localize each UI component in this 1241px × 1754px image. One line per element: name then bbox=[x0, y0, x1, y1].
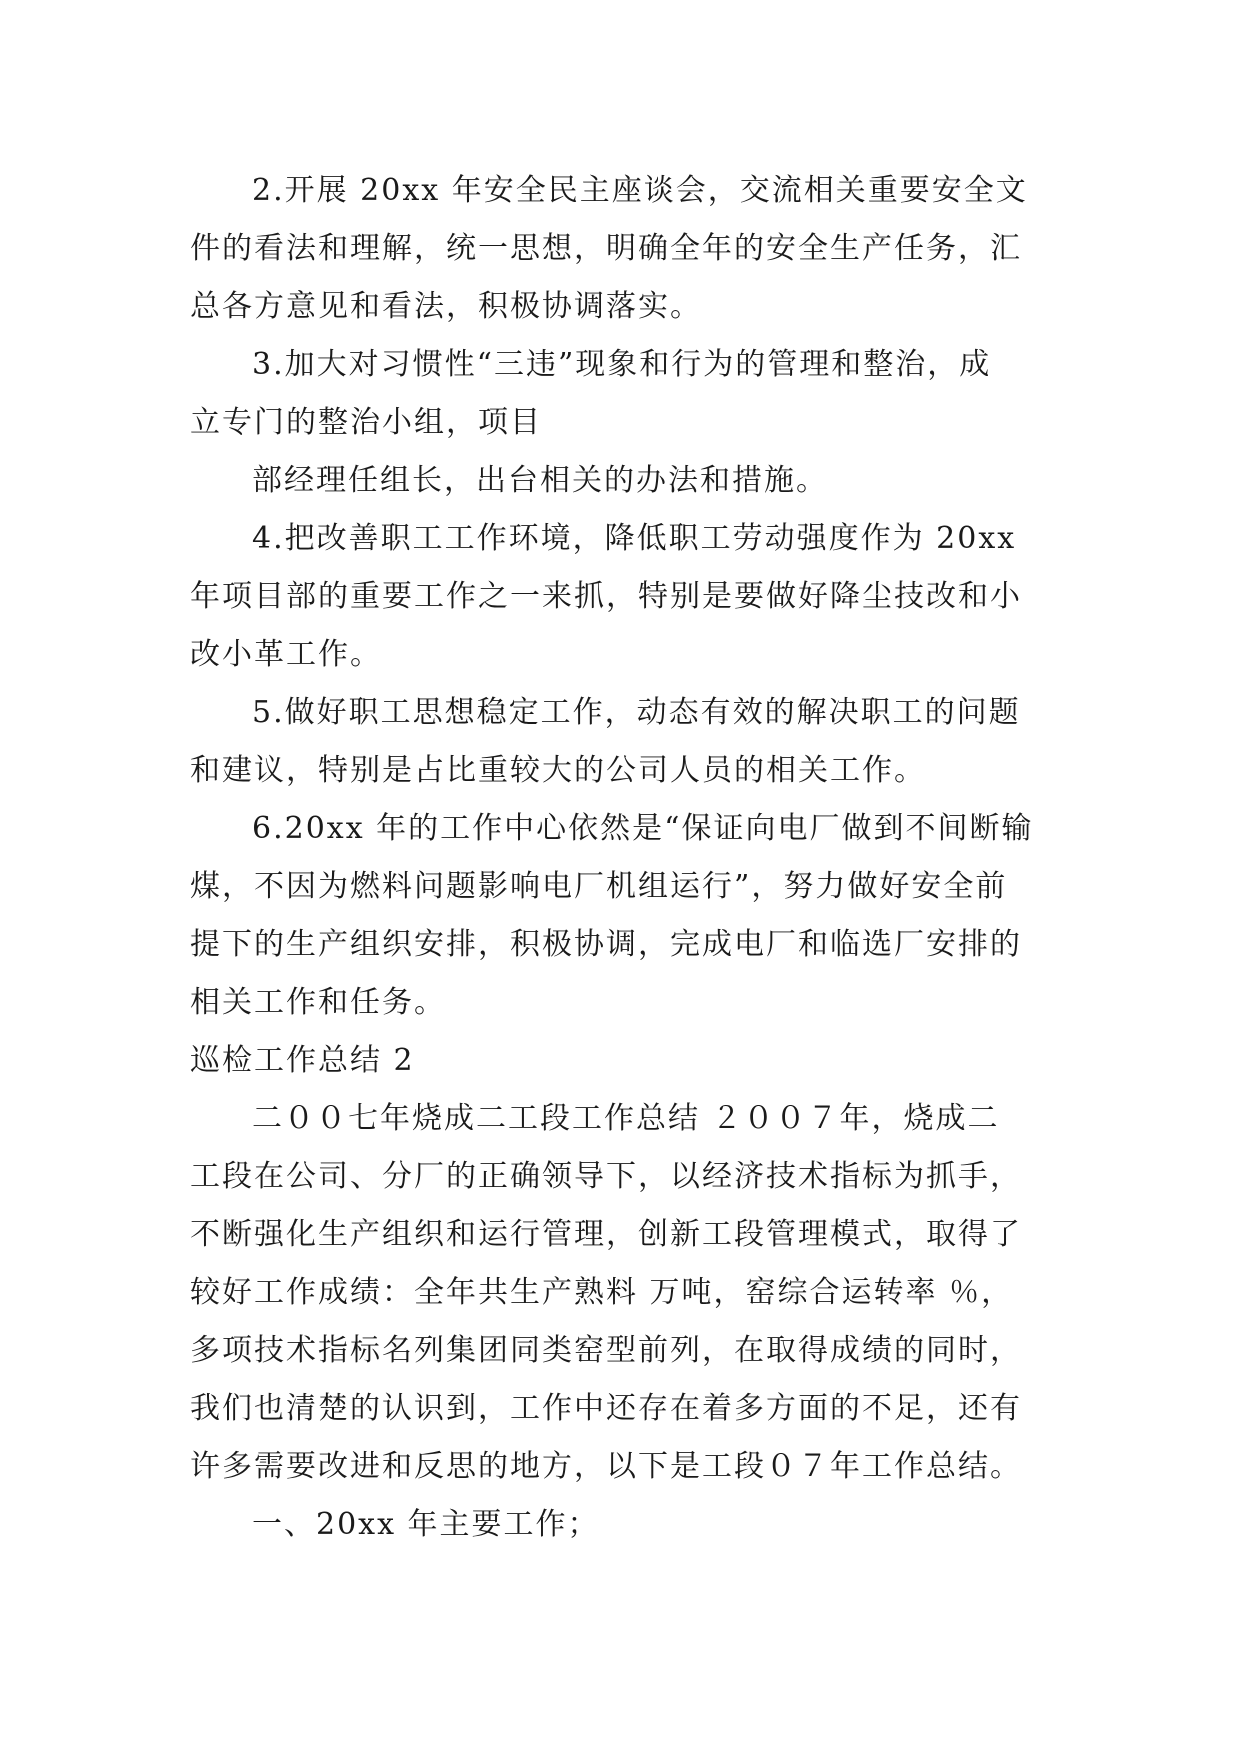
text-line: 工段在公司、分厂的正确领导下，以经济技术指标为抓手， bbox=[190, 1159, 1022, 1194]
text-line: 一、20xx 年主要工作； bbox=[252, 1507, 600, 1542]
text-line: 相关工作和任务。 bbox=[190, 985, 446, 1020]
document-body bbox=[190, 162, 1070, 1554]
text-line: 3.加大对习惯性“三违”现象和行为的管理和整治，成 bbox=[252, 347, 992, 382]
text-line: 6.20xx 年的工作中心依然是“保证向电厂做到不间断输 bbox=[252, 811, 1034, 846]
text-line: 我们也清楚的认识到，工作中还存在着多方面的不足，还有 bbox=[190, 1391, 1022, 1426]
text-line: 较好工作成绩：全年共生产熟料 万吨，窑综合运转率 ％， bbox=[190, 1275, 1014, 1310]
text-line: 总各方意见和看法，积极协调落实。 bbox=[190, 289, 702, 324]
text-line: 许多需要改进和反思的地方，以下是工段０７年工作总结。 bbox=[190, 1449, 1022, 1484]
text-line: 二００七年烧成二工段工作总结 ２００７年，烧成二 bbox=[252, 1101, 1000, 1136]
text-line: 和建议，特别是占比重较大的公司人员的相关工作。 bbox=[190, 753, 926, 788]
text-line: 件的看法和理解，统一思想，明确全年的安全生产任务，汇 bbox=[190, 231, 1022, 266]
text-line: 4.把改善职工工作环境，降低职工劳动强度作为 20xx bbox=[252, 521, 1017, 556]
text-line: 年项目部的重要工作之一来抓，特别是要做好降尘技改和小 bbox=[190, 579, 1022, 614]
section-heading: 巡检工作总结 2 bbox=[190, 1043, 415, 1078]
text-line: 多项技术指标名列集团同类窑型前列，在取得成绩的同时， bbox=[190, 1333, 1022, 1368]
text-line: 不断强化生产组织和运行管理，创新工段管理模式，取得了 bbox=[190, 1217, 1022, 1252]
text-line: 煤，不因为燃料问题影响电厂机组运行”，努力做好安全前 bbox=[190, 869, 1008, 904]
text-line: 立专门的整治小组，项目 bbox=[190, 405, 542, 440]
text-line: 改小革工作。 bbox=[190, 637, 382, 672]
text-line: 2.开展 20xx 年安全民主座谈会，交流相关重要安全文 bbox=[252, 173, 1028, 208]
text-line: 5.做好职工思想稳定工作，动态有效的解决职工的问题 bbox=[252, 695, 1021, 730]
text-line: 提下的生产组织安排，积极协调，完成电厂和临选厂安排的 bbox=[190, 927, 1022, 962]
text-line: 部经理任组长，出台相关的办法和措施。 bbox=[252, 463, 828, 498]
